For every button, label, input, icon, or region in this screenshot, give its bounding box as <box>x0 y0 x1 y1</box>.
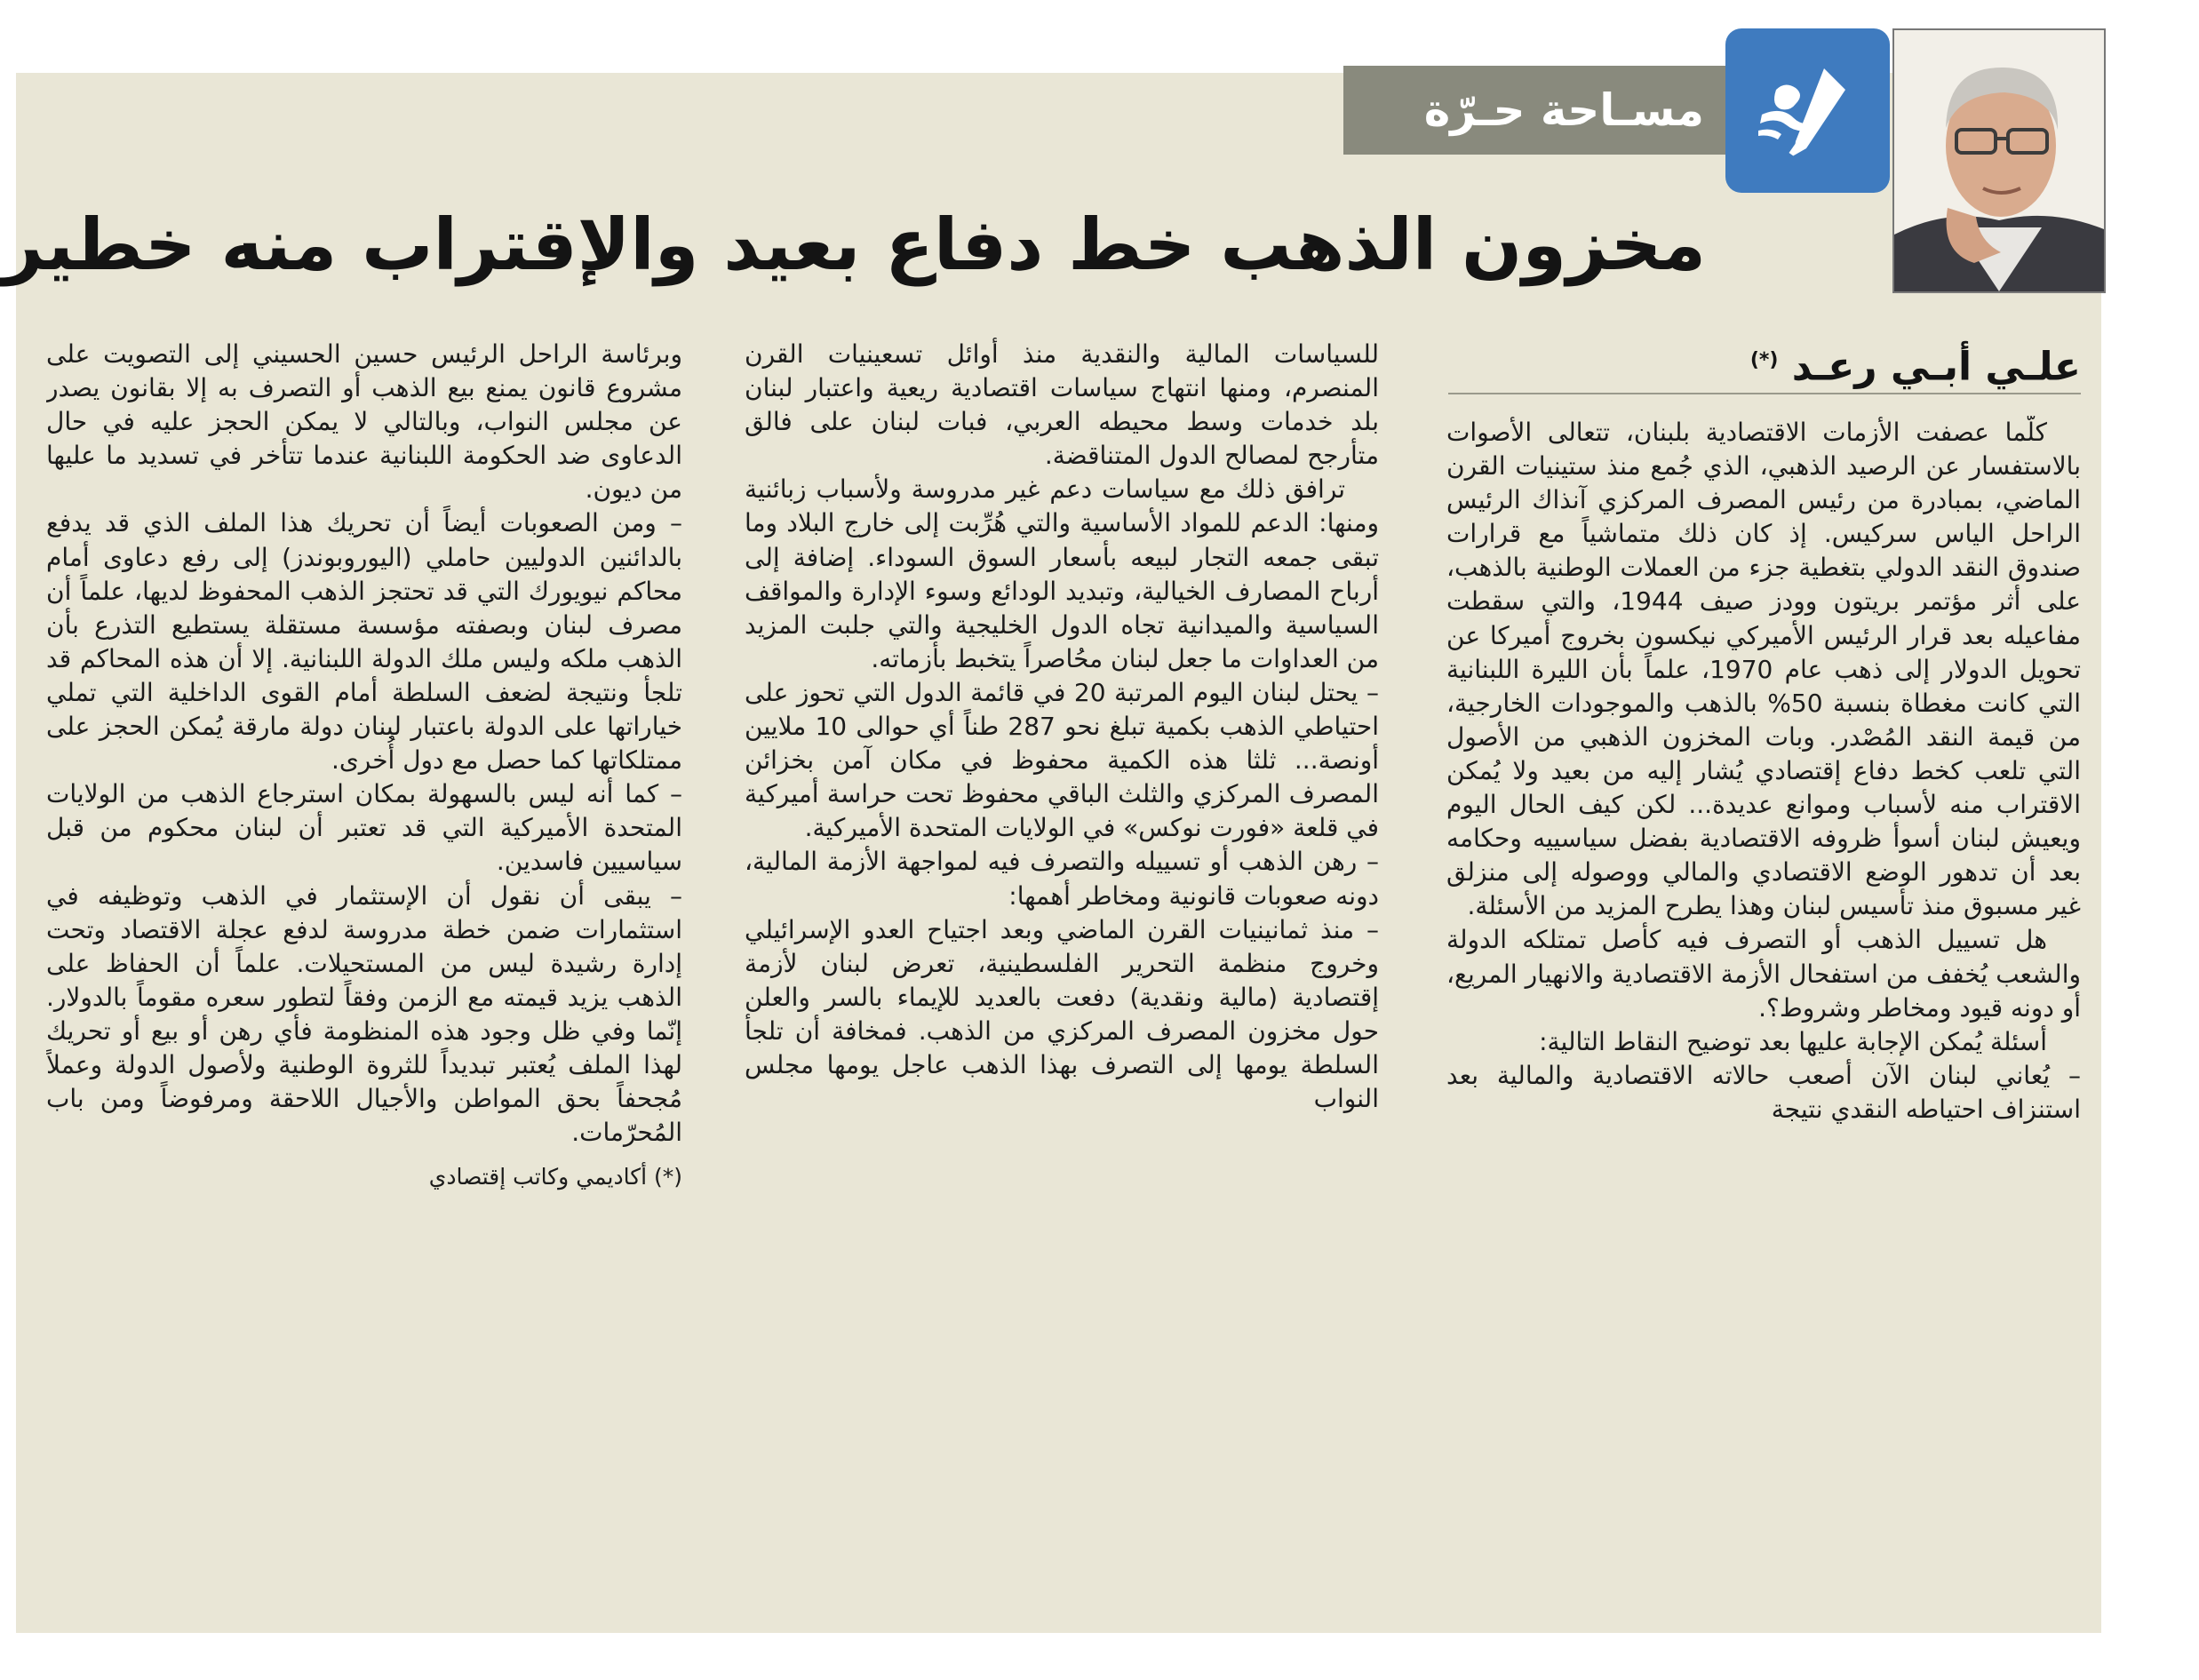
paragraph: وبرئاسة الراحل الرئيس حسين الحسيني إلى التصويت على مشروع قانون يمنع بيع الذهب أو التصرف به إلا بقانون يصدر عن مجلس النواب، وبالتالي لا يمكن الحجز عليه في حال الدعاوى ضد الحكومة اللبنانية عندما تتأخر في تسديد ما عليها من ديون. <box>46 339 682 505</box>
paragraph: – يُعاني لبنان الآن أصعب حالاته الاقتصادية والمالية بعد استنزاف احتياطه النقدي نتيجة <box>1446 1060 2081 1124</box>
paragraph: – يبقى أن نقول أن الإستثمار في الذهب وتوظيفه في استثمارات ضمن خطة مدروسة لدفع عجلة الاقتصاد وتحت إدارة رشيدة ليس من المستحيلات. علماً أن الحفاظ على الذهب يزيد قيمته مع الزمن وفقاً لتطور سعره مقوماً بالدولار. إنّما وفي ظل وجود هذه المنظومة فأي رهن أو بيع أو تحريك لهذا الملف يُعتبر تبديداً للثروة الوطنية ولأصول الدولة وعملاً مُجحفاً بحق المواطن والأجيال اللاحقة ومرفوضاً ومن باب المُحرّمات. <box>46 880 682 1148</box>
paragraph: ترافق ذلك مع سياسات دعم غير مدروسة ولأسباب زبائنية ومنها: الدعم للمواد الأساسية والتي هُرِّبت إلى خارج البلاد وما تبقى جمعه التجار لبيعه بأسعار السوق السوداء. إضافة إلى أرباح المصارف الخيالية، وتبديد الودائع وسوء الإدارة والمواقف السياسية والميدانية تجاه الدول الخليجية والتي جلبت المزيد من العداوات ما جعل لبنان محُاصراً يتخبط بأزماته. <box>745 474 1379 673</box>
author-photo <box>1892 28 2106 293</box>
author-name: علـي أبـي رعـد <box>1791 344 2081 390</box>
article-column-2 <box>745 338 1379 1599</box>
paragraph: – رهن الذهب أو تسييله والتصرف فيه لمواجهة الأزمة المالية، دونه صعوبات قانونية ومخاطر أهمها: <box>745 847 1379 911</box>
author-footnote: (*) أكاديمي وكاتب إقتصادي <box>428 1164 682 1190</box>
article-column-3 <box>46 338 682 1599</box>
article-column-1 <box>1446 416 2081 1606</box>
paragraph: كلّما عصفت الأزمات الاقتصادية بلبنان، تتعالى الأصوات بالاستفسار عن الرصيد الذهبي، الذي جُمع منذ ستينيات القرن الماضي، بمبادرة من رئيس المصرف المركزي آنذاك الرئيس الراحل الياس سركيس. إذ كان ذلك متماشياً مع قرارات صندوق النقد الدولي بتغطية جزء من العملات الوطنية بالذهب، على أثر مؤتمر بريتون وودز صيف 1944، والتي سقطت مفاعيله بعد قرار الرئيس الأميركي نيكسون بخروج أميركا عن تحويل الدولار إلى ذهب عام 1970، علماً بأن الليرة اللبنانية التي كانت مغطاة بنسبة 50% بالذهب والموجودات الخارجية، من قيمة النقد المُصْدر. وبات المخزون الذهبي من الأصول التي تلعب كخط دفاع إقتصادي يُشار إليه من بعيد ولا يُمكن الاقتراب منه لأسباب وموانع عديدة... لكن كيف الحال اليوم ويعيش لبنان أسوأ ظروفه الاقتصادية بفضل سياسييه وحكامه بعد أن تدهور الوضع الاقتصادي والمالي ووصوله إلى منزلق غير مسبوق منذ تأسيس لبنان وهذا يطرح المزيد من الأسئلة. <box>1446 418 2081 921</box>
author-marker: (*) <box>1749 349 1779 371</box>
byline-divider <box>1448 393 2081 394</box>
paragraph: للسياسات المالية والنقدية منذ أوائل تسعينيات القرن المنصرم، ومنها انتهاج سياسات اقتصادية ريعية واعتبار لبنان بلد خدمات وسط محيطه العربي، فبات لبنان على فالق متأرجح لمصالح الدول المتناقضة. <box>745 339 1379 471</box>
byline <box>1448 333 2081 388</box>
pen-writing-icon <box>1725 28 1890 193</box>
section-tag: مسـاحة حـرّة <box>1343 66 1725 155</box>
author-portrait <box>1894 30 2104 291</box>
paragraph: – يحتل لبنان اليوم المرتبة 20 في قائمة الدول التي تحوز على احتياطي الذهب بكمية تبلغ نحو 287 طناً أي حوالى 10 ملايين أونصة... ثلثا هذه الكمية محفوظ في مكان آمن بخزائن المصرف المركزي والثلث الباقي محفوظ تحت حراسة أميركية في قلعة «فورت نوكس» في الولايات المتحدة الأميركية. <box>745 677 1379 843</box>
paragraph: – كما أنه ليس بالسهولة بمكان استرجاع الذهب من الولايات المتحدة الأميركية التي قد تعتبر أن لبنان محكوم من قبل سياسيين فاسدين. <box>46 779 682 877</box>
paragraph: – ومن الصعوبات أيضاً أن تحريك هذا الملف الذي قد يدفع بالدائنين الدوليين حاملي (اليوروبوندز) إلى رفع دعاوى أمام محاكم نيويورك التي قد تحتجز الذهب المحفوظ لديها، علماً أن مصرف لبنان وبصفته مؤسسة مستقلة يستطيع التذرع بأن الذهب ملكه وليس ملك الدولة اللبنانية. إلا أن هذه المحاكم قد تلجأ ونتيجة لضعف السلطة أمام القوى الداخلية التي تملي خياراتها على الدولة باعتبار لبنان دولة مارقة يُمكن الحجز على ممتلكاتها كما حصل مع دول أُخرى. <box>46 508 682 776</box>
paragraph: هل تسييل الذهب أو التصرف فيه كأصل تمتلكه الدولة والشعب يُخفف من استفحال الأزمة الاقتصادية والانهيار المريع، أو دونه قيود ومخاطر وشروط؟. <box>1446 925 2081 1023</box>
headline: مخزون الذهب خط دفاع بعيد والإقتراب منه خطير <box>2 203 1706 286</box>
paragraph: – منذ ثمانينيات القرن الماضي وبعد اجتياح العدو الإسرائيلي وخروج منظمة التحرير الفلسطينية، تعرض لبنان لأزمة إقتصادية (مالية ونقدية) دفعت بالعديد للإيماء بالسر والعلن حول مخزون المصرف المركزي من الذهب. فمخافة أن تلجأ السلطة يومها إلى التصرف بهذا الذهب عاجل يومها مجلس النواب <box>745 914 1379 1114</box>
pen-writing-icon-svg <box>1746 49 1870 173</box>
paragraph: أسئلة يُمكن الإجابة عليها بعد توضيح النقاط التالية: <box>1539 1026 2047 1056</box>
